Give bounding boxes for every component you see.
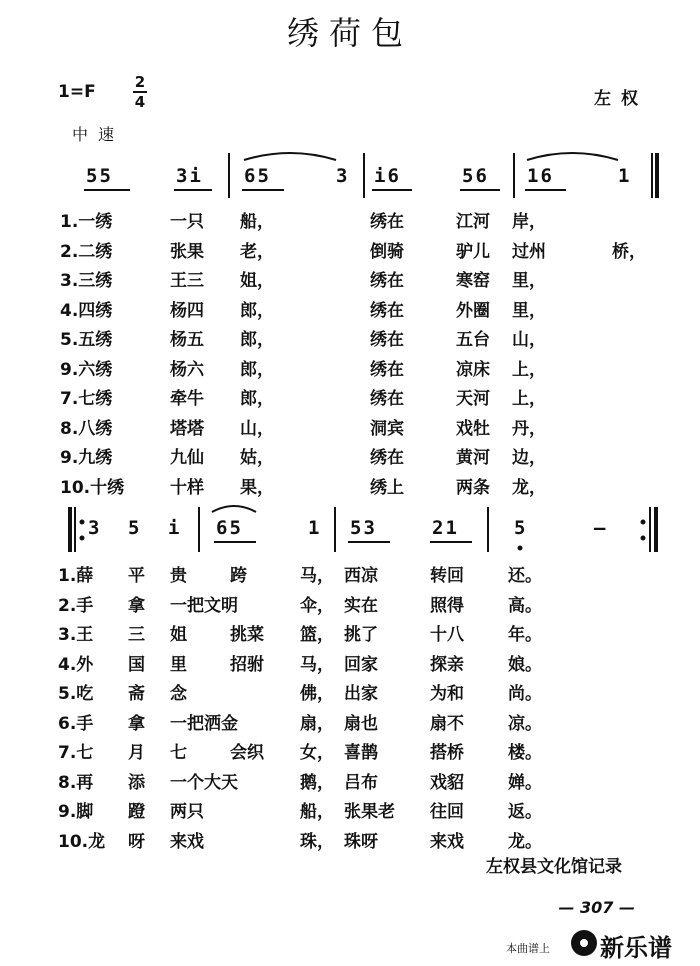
lyric-cell: 山， bbox=[512, 330, 546, 350]
lyric-cell: 里 bbox=[170, 654, 187, 675]
lyric-cell: 5.五绣 bbox=[60, 330, 113, 350]
repeat-dot bbox=[641, 520, 646, 525]
song-title: 绣荷包 bbox=[286, 14, 413, 52]
lyric-cell: 果， bbox=[240, 477, 274, 498]
lyric-cell: 郎， bbox=[240, 389, 274, 409]
repeat-dot bbox=[641, 536, 646, 541]
lyric-cell: 月 bbox=[128, 743, 145, 763]
note-group: 3 bbox=[88, 517, 102, 539]
lyric-cell: 拿 bbox=[128, 713, 145, 734]
lyric-cell: 外圈 bbox=[456, 300, 490, 321]
note-group: 53 bbox=[350, 517, 377, 539]
lyric-cell: 珠， bbox=[300, 831, 334, 852]
lyric-cell: 8.再 bbox=[58, 772, 94, 793]
tempo-marking: 中速 bbox=[72, 125, 125, 144]
note-group: 5 bbox=[514, 517, 528, 539]
repeat-dot bbox=[80, 536, 85, 541]
lyric-cell: 5.吃 bbox=[58, 684, 94, 704]
lyric-cell: 娘。 bbox=[508, 654, 542, 675]
octave-dot bbox=[518, 546, 523, 551]
lyric-cell: 珠呀 bbox=[344, 831, 378, 852]
key-signature: 1=F bbox=[58, 82, 96, 102]
lyric-cell: 来戏 bbox=[170, 831, 204, 852]
lyric-cell: 平 bbox=[128, 566, 145, 586]
lyric-cell: 七 bbox=[170, 743, 187, 763]
lyric-cell: 船， bbox=[300, 802, 334, 822]
lyric-cell: 9.六绣 bbox=[60, 359, 113, 380]
lyric-cell: 上， bbox=[512, 359, 546, 380]
note-group: 5 bbox=[128, 517, 142, 539]
lyric-cell: 回家 bbox=[344, 654, 378, 675]
lyric-cell: 女， bbox=[300, 743, 334, 763]
lyric-cell: 戏貂 bbox=[430, 772, 464, 793]
lyric-cell: 9.九绣 bbox=[60, 448, 113, 468]
note-group: i6 bbox=[374, 165, 401, 187]
lyric-cell: 7.七 bbox=[58, 743, 94, 763]
lyric-cell: 年。 bbox=[508, 625, 542, 645]
lyric-cell: 郎， bbox=[240, 359, 274, 380]
lyric-cell: 绣在 bbox=[370, 389, 404, 409]
note-group: 3 bbox=[336, 165, 350, 187]
lyric-cell: 为和 bbox=[430, 684, 464, 704]
lyric-cell: 招驸 bbox=[230, 654, 264, 675]
lyric-cell: 10.龙 bbox=[58, 831, 106, 852]
lyric-cell: 一个大天 bbox=[170, 772, 238, 793]
lyric-cell: 添 bbox=[128, 772, 145, 793]
lyric-cell: 6.手 bbox=[58, 713, 94, 734]
lyric-cell: 吕布 bbox=[344, 772, 378, 793]
lyric-cell: 3.王 bbox=[58, 625, 94, 645]
note-group: 16 bbox=[527, 165, 554, 187]
lyric-cell: 挑了 bbox=[344, 625, 378, 645]
sustain-dash: — bbox=[594, 517, 608, 539]
note-group: 21 bbox=[432, 517, 459, 539]
lyric-cell: 喜鹊 bbox=[344, 743, 378, 763]
lyric-cell: 驴儿 bbox=[456, 241, 490, 262]
lyric-cell: 江河 bbox=[456, 212, 490, 232]
lyric-cell: 绣在 bbox=[370, 300, 404, 321]
page-number: — 307 — bbox=[558, 898, 635, 917]
composer-region: 左权 bbox=[594, 89, 648, 109]
lyric-cell: 拿 bbox=[128, 595, 145, 616]
lyric-cell: 4.外 bbox=[58, 654, 94, 675]
lyric-cell: 马， bbox=[300, 566, 334, 586]
lyric-cell: 2.手 bbox=[58, 595, 94, 616]
lyric-cell: 桥， bbox=[612, 241, 646, 262]
watermark-text: 本曲谱上 bbox=[506, 942, 550, 955]
lyric-cell: 出家 bbox=[344, 684, 378, 704]
lyric-cell: 姐 bbox=[170, 625, 187, 645]
lyric-cell: 黄河 bbox=[456, 448, 490, 468]
lyric-cell: 10.十绣 bbox=[60, 477, 125, 498]
note-group: i bbox=[168, 517, 182, 539]
record-disc-icon bbox=[571, 930, 597, 956]
lyric-cell: 3.三绣 bbox=[60, 271, 113, 291]
lyric-cell: 念 bbox=[170, 684, 187, 704]
lyric-cell: 十样 bbox=[170, 477, 204, 498]
lyric-cell: 绣在 bbox=[370, 448, 404, 468]
lyric-cell: 斋 bbox=[128, 684, 145, 704]
lyric-cell: 绣上 bbox=[370, 477, 404, 498]
lyric-cell: 过州 bbox=[512, 241, 546, 262]
tie bbox=[527, 153, 618, 160]
repeat-dot bbox=[80, 520, 85, 525]
lyric-cell: 呀 bbox=[128, 831, 145, 852]
lyric-cell: 洞宾 bbox=[370, 418, 404, 439]
lyric-cell: 来戏 bbox=[430, 831, 464, 852]
lyric-cell: 丹， bbox=[512, 418, 546, 439]
lyric-cell: 1.一绣 bbox=[60, 212, 113, 232]
lyric-cell: 上， bbox=[512, 389, 546, 409]
lyric-cell: 实在 bbox=[344, 595, 378, 616]
lyric-cell: 里， bbox=[512, 271, 546, 291]
lyric-cell: 9.脚 bbox=[58, 802, 94, 822]
lyric-cell: 绣在 bbox=[370, 271, 404, 291]
lyric-cell: 牵牛 bbox=[170, 389, 204, 409]
lyric-cell: 楼。 bbox=[508, 743, 542, 763]
lyric-cell: 鹅， bbox=[300, 772, 334, 793]
lyric-cell: 张果 bbox=[170, 241, 204, 262]
lyric-cell: 寒窑 bbox=[456, 271, 490, 291]
lyric-cell: 龙。 bbox=[508, 831, 542, 852]
lyric-cell: 马， bbox=[300, 654, 334, 675]
lyric-cell: 戏牡 bbox=[456, 418, 490, 439]
note-group: 1 bbox=[618, 165, 632, 187]
note-group: 65 bbox=[244, 165, 271, 187]
meter-bottom: 4 bbox=[134, 93, 146, 111]
lyric-cell: 伞， bbox=[300, 595, 334, 616]
lyric-cell: 4.四绣 bbox=[60, 300, 113, 321]
lyric-cell: 绣在 bbox=[370, 330, 404, 350]
note-group: 56 bbox=[462, 165, 489, 187]
note-group: 3i bbox=[176, 165, 203, 187]
lyric-cell: 杨四 bbox=[170, 300, 204, 321]
lyric-cell: 婵。 bbox=[508, 772, 542, 793]
lyric-cell: 8.八绣 bbox=[60, 418, 113, 439]
lyric-cell: 天河 bbox=[456, 389, 490, 409]
lyric-cell: 杨六 bbox=[170, 359, 204, 380]
lyric-cell: 郎， bbox=[240, 300, 274, 321]
lyric-cell: 蹬 bbox=[128, 802, 145, 822]
lyric-cell: 王三 bbox=[170, 271, 204, 291]
recording-credit: 左权县文化馆记录 bbox=[486, 857, 622, 877]
lyric-cell: 张果老 bbox=[344, 802, 395, 822]
lyric-cell: 船， bbox=[240, 212, 274, 232]
lyric-cell: 篮， bbox=[300, 625, 334, 645]
lyric-cell: 姑， bbox=[240, 448, 274, 468]
lyric-cell: 挑菜 bbox=[230, 625, 264, 645]
lyric-cell: 还。 bbox=[508, 566, 542, 586]
lyric-cell: 老， bbox=[240, 241, 274, 262]
lyric-cell: 扇也 bbox=[344, 713, 378, 734]
lyric-cell: 会织 bbox=[230, 743, 264, 763]
lyric-cell: 转回 bbox=[430, 566, 464, 586]
lyric-cell: 一把洒金 bbox=[170, 713, 238, 734]
lyric-cell: 龙， bbox=[512, 477, 546, 498]
lyric-cell: 九仙 bbox=[170, 448, 204, 468]
lyric-cell: 扇不 bbox=[430, 713, 464, 734]
lyric-cell: 贵 bbox=[170, 566, 187, 586]
tie bbox=[244, 153, 336, 160]
lyric-cell: 三 bbox=[128, 625, 145, 645]
lyric-cell: 1.薛 bbox=[58, 566, 94, 586]
lyric-cell: 佛， bbox=[300, 684, 334, 704]
lyric-cell: 探亲 bbox=[430, 654, 464, 675]
lyric-cell: 一把文明 bbox=[170, 595, 238, 616]
lyric-cell: 姐， bbox=[240, 271, 274, 291]
lyric-cell: 里， bbox=[512, 300, 546, 321]
note-group: 65 bbox=[216, 517, 243, 539]
lyric-cell: 两只 bbox=[170, 802, 204, 822]
note-group: 55 bbox=[86, 165, 113, 187]
lyric-cell: 杨五 bbox=[170, 330, 204, 350]
lyric-cell: 郎， bbox=[240, 330, 274, 350]
lyric-cell: 扇， bbox=[300, 713, 334, 734]
lyric-cell: 两条 bbox=[456, 477, 490, 498]
site-logo: 新乐谱 bbox=[600, 934, 672, 962]
lyric-cell: 返。 bbox=[508, 802, 542, 822]
lyric-cell: 尚。 bbox=[508, 684, 542, 704]
lyric-cell: 照得 bbox=[430, 595, 464, 616]
lyric-cell: 凉。 bbox=[508, 713, 542, 734]
lyric-cell: 山， bbox=[240, 418, 274, 439]
lyric-cell: 岸， bbox=[512, 212, 546, 232]
meter-top: 2 bbox=[134, 73, 146, 91]
lyric-cell: 跨 bbox=[230, 566, 247, 586]
lyric-cell: 往回 bbox=[430, 802, 464, 822]
lyric-cell: 7.七绣 bbox=[60, 389, 113, 409]
lyric-cell: 塔塔 bbox=[170, 418, 204, 439]
lyric-cell: 高。 bbox=[508, 595, 542, 616]
tie bbox=[212, 506, 256, 512]
lyric-cell: 十八 bbox=[430, 625, 464, 645]
lyric-cell: 一只 bbox=[170, 212, 204, 232]
lyric-cell: 凉床 bbox=[456, 359, 490, 380]
lyric-cell: 搭桥 bbox=[430, 743, 464, 763]
note-group: 1 bbox=[308, 517, 322, 539]
lyric-cell: 西凉 bbox=[344, 566, 378, 586]
lyric-cell: 国 bbox=[128, 654, 145, 675]
lyric-cell: 倒骑 bbox=[370, 241, 404, 262]
lyric-cell: 2.二绣 bbox=[60, 241, 113, 262]
lyric-cell: 绣在 bbox=[370, 359, 404, 380]
lyric-cell: 边， bbox=[512, 448, 546, 468]
lyric-cell: 五台 bbox=[456, 330, 490, 350]
lyric-cell: 绣在 bbox=[370, 212, 404, 232]
